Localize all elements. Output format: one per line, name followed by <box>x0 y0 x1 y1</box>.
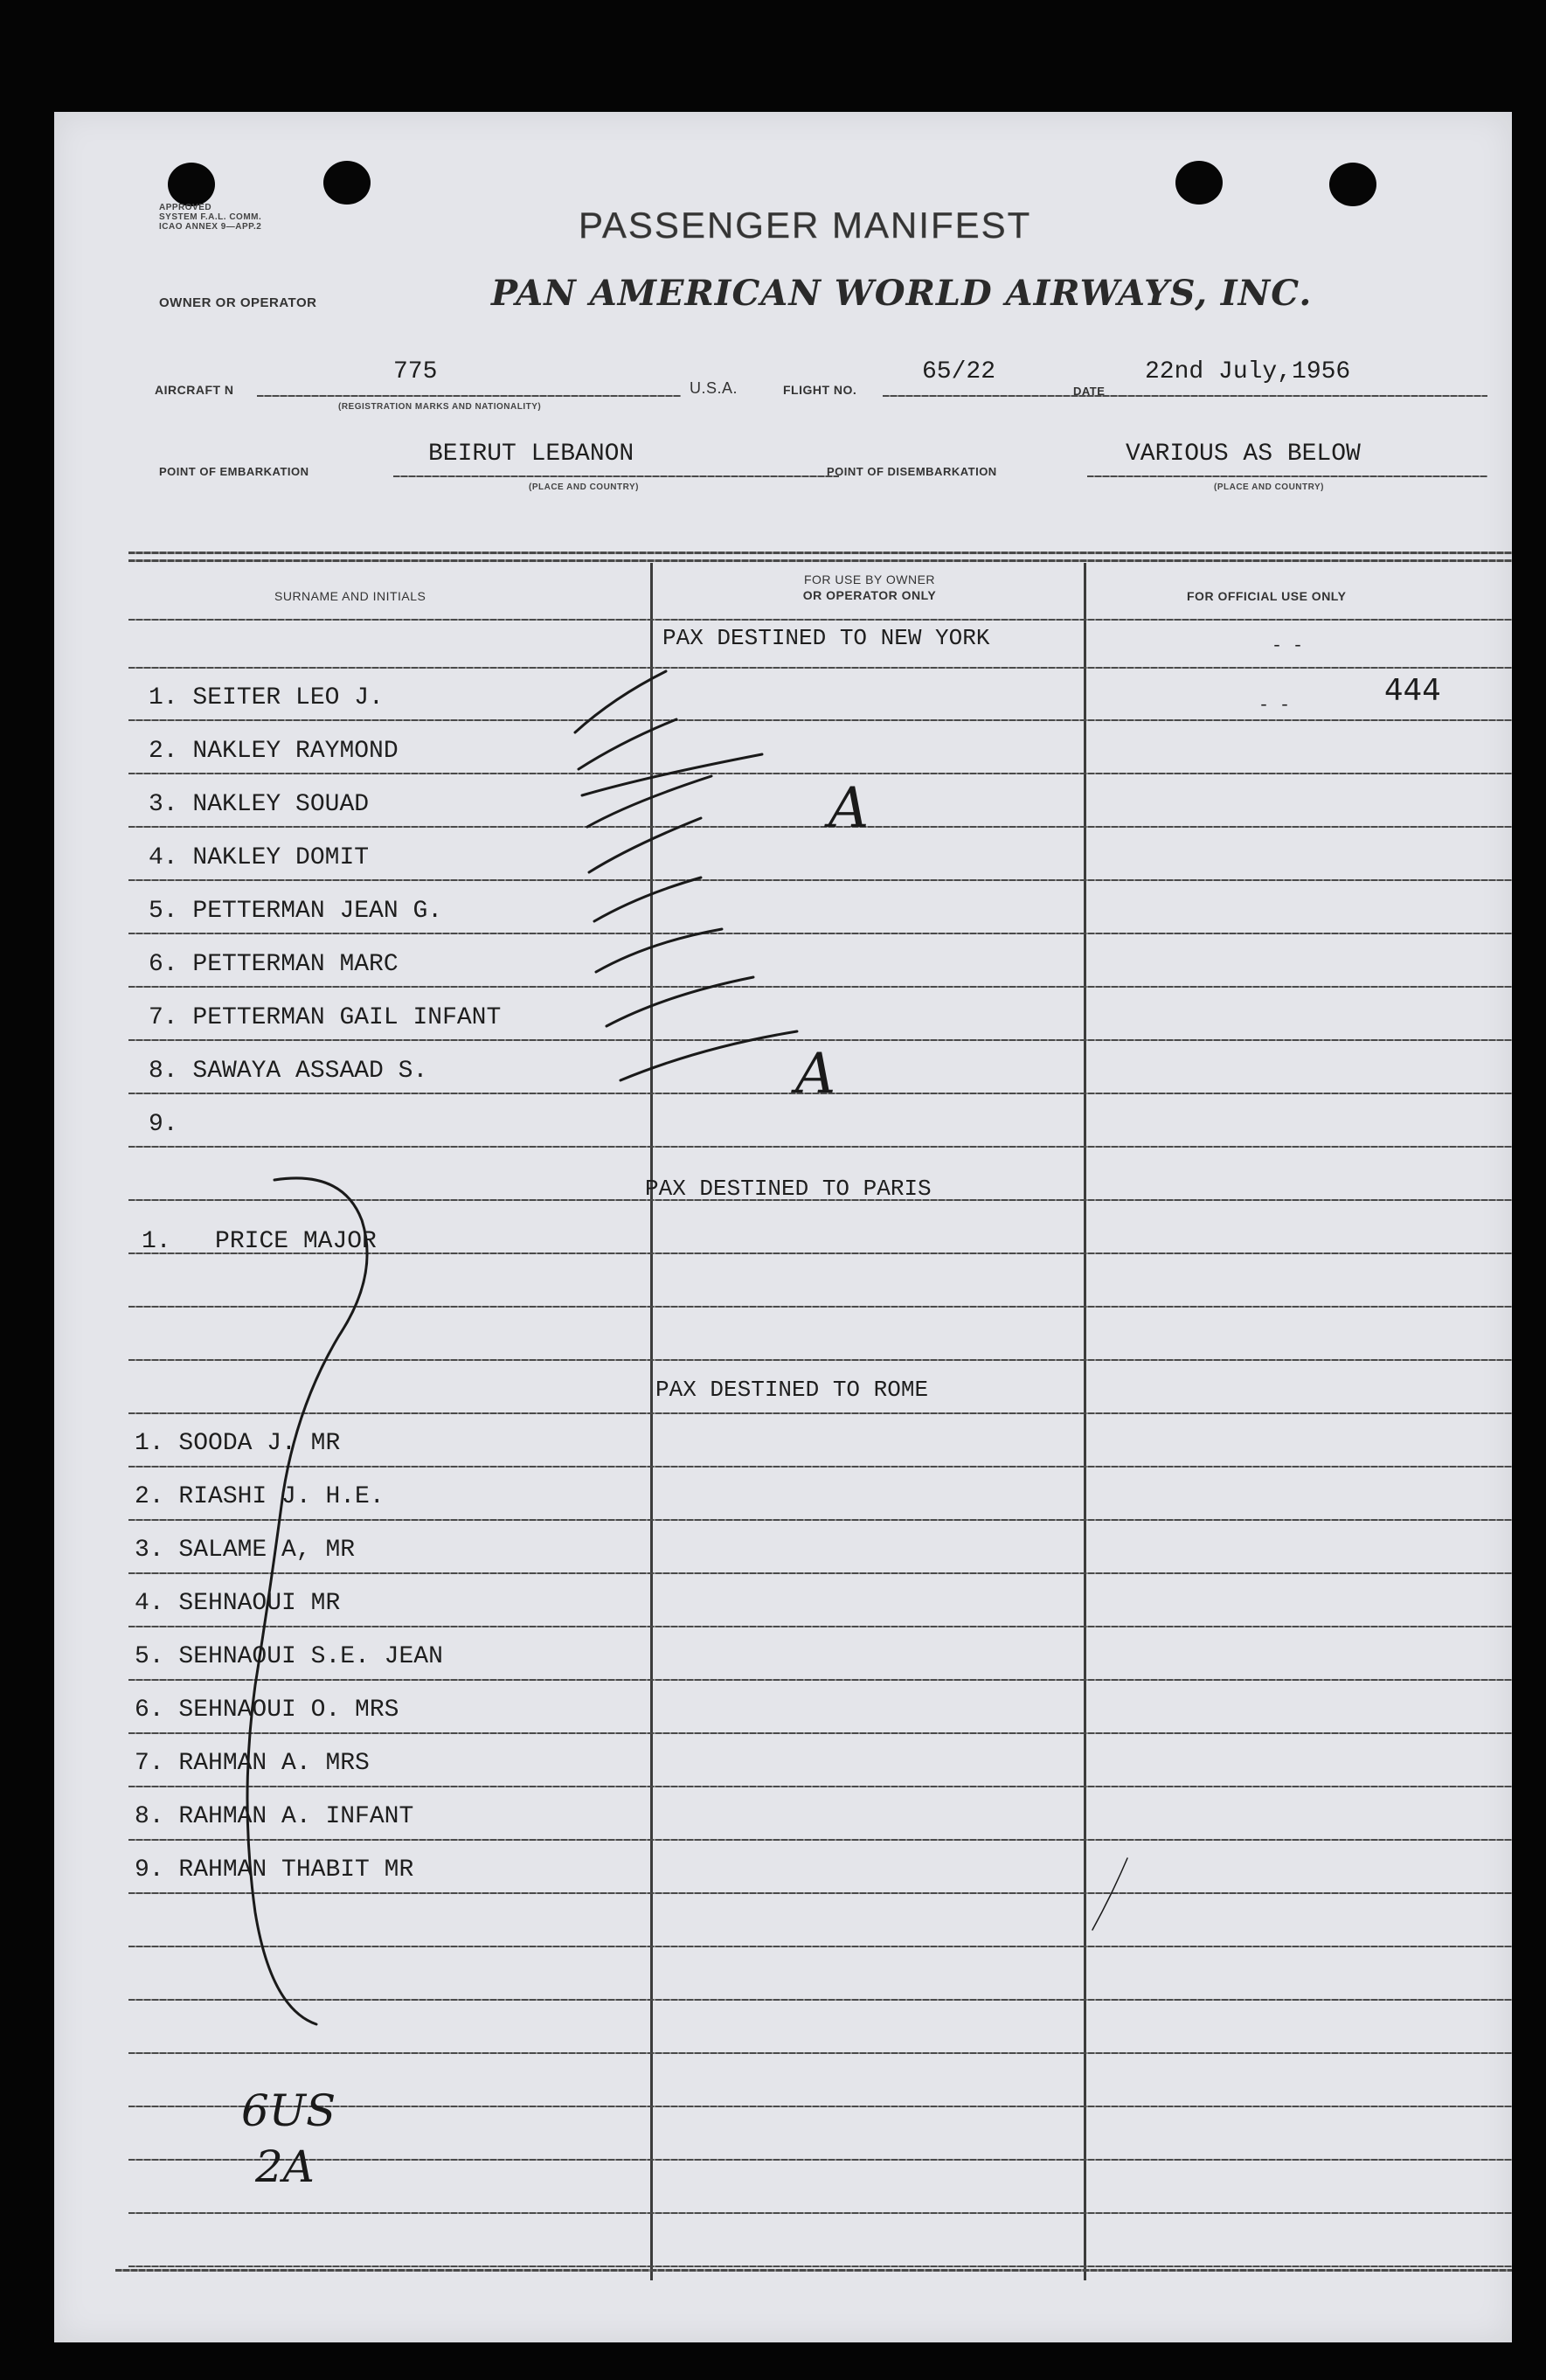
row-number: 1. <box>135 1430 164 1457</box>
passenger-name: RIASHI J. H.E. <box>178 1483 385 1510</box>
passenger-name: SEHNAOUI O. MRS <box>178 1697 399 1724</box>
row-number: 8. <box>149 1058 178 1085</box>
bracket-stroke <box>247 1178 367 2024</box>
embark-value: BEIRUT LEBANON <box>428 441 634 468</box>
row-number: 2. <box>149 738 178 765</box>
passenger-name: NAKLEY SOUAD <box>192 791 370 818</box>
approval-line-3: ICAO ANNEX 9—APP.2 <box>159 222 262 232</box>
date-value: 22nd July,1956 <box>1145 358 1351 385</box>
passenger-name: SEITER LEO J. <box>192 684 384 711</box>
row-number: 3. <box>135 1537 164 1564</box>
handwritten-a-mark: A <box>795 1042 836 1107</box>
date-label: DATE <box>1073 385 1106 398</box>
check-stroke <box>594 878 701 921</box>
passenger-name: RAHMAN A. MRS <box>178 1750 370 1777</box>
owner-label: OWNER OR OPERATOR <box>159 295 317 310</box>
section-heading-new-york: PAX DESTINED TO NEW YORK <box>662 625 990 651</box>
column-header-surname: SURNAME AND INITIALS <box>274 589 426 603</box>
row-number: 4. <box>135 1590 164 1617</box>
passenger-name: RAHMAN THABIT MR <box>178 1856 414 1884</box>
row-number: 3. <box>149 791 178 818</box>
row-number: 9. <box>149 1111 178 1138</box>
aircraft-value: 775 <box>393 358 438 385</box>
passenger-name: PETTERMAN JEAN G. <box>192 898 443 925</box>
aircraft-label: AIRCRAFT N <box>155 383 234 397</box>
aircraft-sublabel: (REGISTRATION MARKS AND NATIONALITY) <box>338 402 542 412</box>
check-stroke <box>589 818 701 872</box>
passenger-name: SALAME A, MR <box>178 1537 356 1564</box>
section-heading-paris: PAX DESTINED TO PARIS <box>645 1176 932 1202</box>
passenger-name: PETTERMAN GAIL INFANT <box>192 1004 502 1031</box>
usa-label: U.S.A. <box>690 379 738 397</box>
check-stroke <box>607 977 753 1026</box>
embark-label: POINT OF EMBARKATION <box>159 465 309 478</box>
row-number: 7. <box>149 1004 178 1031</box>
section-heading-rome: PAX DESTINED TO ROME <box>655 1377 929 1403</box>
row-number: 5. <box>135 1643 164 1670</box>
approval-line-2: SYSTEM F.A.L. COMM. <box>159 212 262 222</box>
passenger-name: SOODA J. MR <box>178 1430 341 1457</box>
passenger-name: RAHMAN A. INFANT <box>178 1803 414 1830</box>
owner-header-line-2: OR OPERATOR ONLY <box>802 588 937 602</box>
passenger-name: PETTERMAN MARC <box>192 951 399 978</box>
row-number: 1. <box>149 684 178 711</box>
handwritten-a-mark: A <box>828 776 870 841</box>
embark-sublabel: (PLACE AND COUNTRY) <box>529 482 639 492</box>
passenger-name: SEHNAOUI MR <box>178 1590 341 1617</box>
row-number: 6. <box>135 1697 164 1724</box>
official-count: 444 <box>1384 673 1441 708</box>
check-stroke <box>587 776 711 827</box>
handwritten-total: 2A <box>255 2141 315 2192</box>
passenger-name: NAKLEY DOMIT <box>192 844 370 871</box>
row-number: 5. <box>149 898 178 925</box>
row-number: 9. <box>135 1856 164 1884</box>
row-number: 2. <box>135 1483 164 1510</box>
row-number: 1. <box>142 1228 171 1255</box>
flight-label: FLIGHT NO. <box>783 383 857 397</box>
passenger-name: SEHNAOUI S.E. JEAN <box>178 1643 443 1670</box>
passenger-name: SAWAYA ASSAAD S. <box>192 1058 428 1085</box>
passenger-name: PRICE MAJOR <box>215 1228 377 1255</box>
flight-value: 65/22 <box>922 358 996 385</box>
page-title: PASSENGER MANIFEST <box>579 205 1032 246</box>
row-number: 4. <box>149 844 178 871</box>
check-stroke <box>620 1031 797 1080</box>
column-header-official: FOR OFFICIAL USE ONLY <box>1187 589 1347 603</box>
disembark-label: POINT OF DISEMBARKATION <box>827 465 997 478</box>
owner-header-line-1: FOR USE BY OWNER <box>803 572 936 586</box>
check-stroke <box>579 719 676 769</box>
passenger-name: NAKLEY RAYMOND <box>192 738 399 765</box>
manifest-sheet <box>54 112 1512 2342</box>
approval-line-1: APPROVED <box>159 203 212 212</box>
check-stroke <box>575 671 666 732</box>
operator-name: PAN AMERICAN WORLD AIRWAYS, INC. <box>491 273 1313 314</box>
handwritten-total: 6US <box>241 2085 336 2136</box>
row-number: 8. <box>135 1803 164 1830</box>
row-number: 7. <box>135 1750 164 1777</box>
handwritten-marks <box>54 112 1512 2342</box>
disembark-sublabel: (PLACE AND COUNTRY) <box>1214 482 1324 492</box>
check-stroke <box>596 929 722 972</box>
official-dashes: - - <box>1272 636 1304 656</box>
disembark-value: VARIOUS AS BELOW <box>1126 441 1361 468</box>
stray-mark <box>1092 1858 1127 1930</box>
official-dashes: - - <box>1258 696 1291 716</box>
row-number: 6. <box>149 951 178 978</box>
